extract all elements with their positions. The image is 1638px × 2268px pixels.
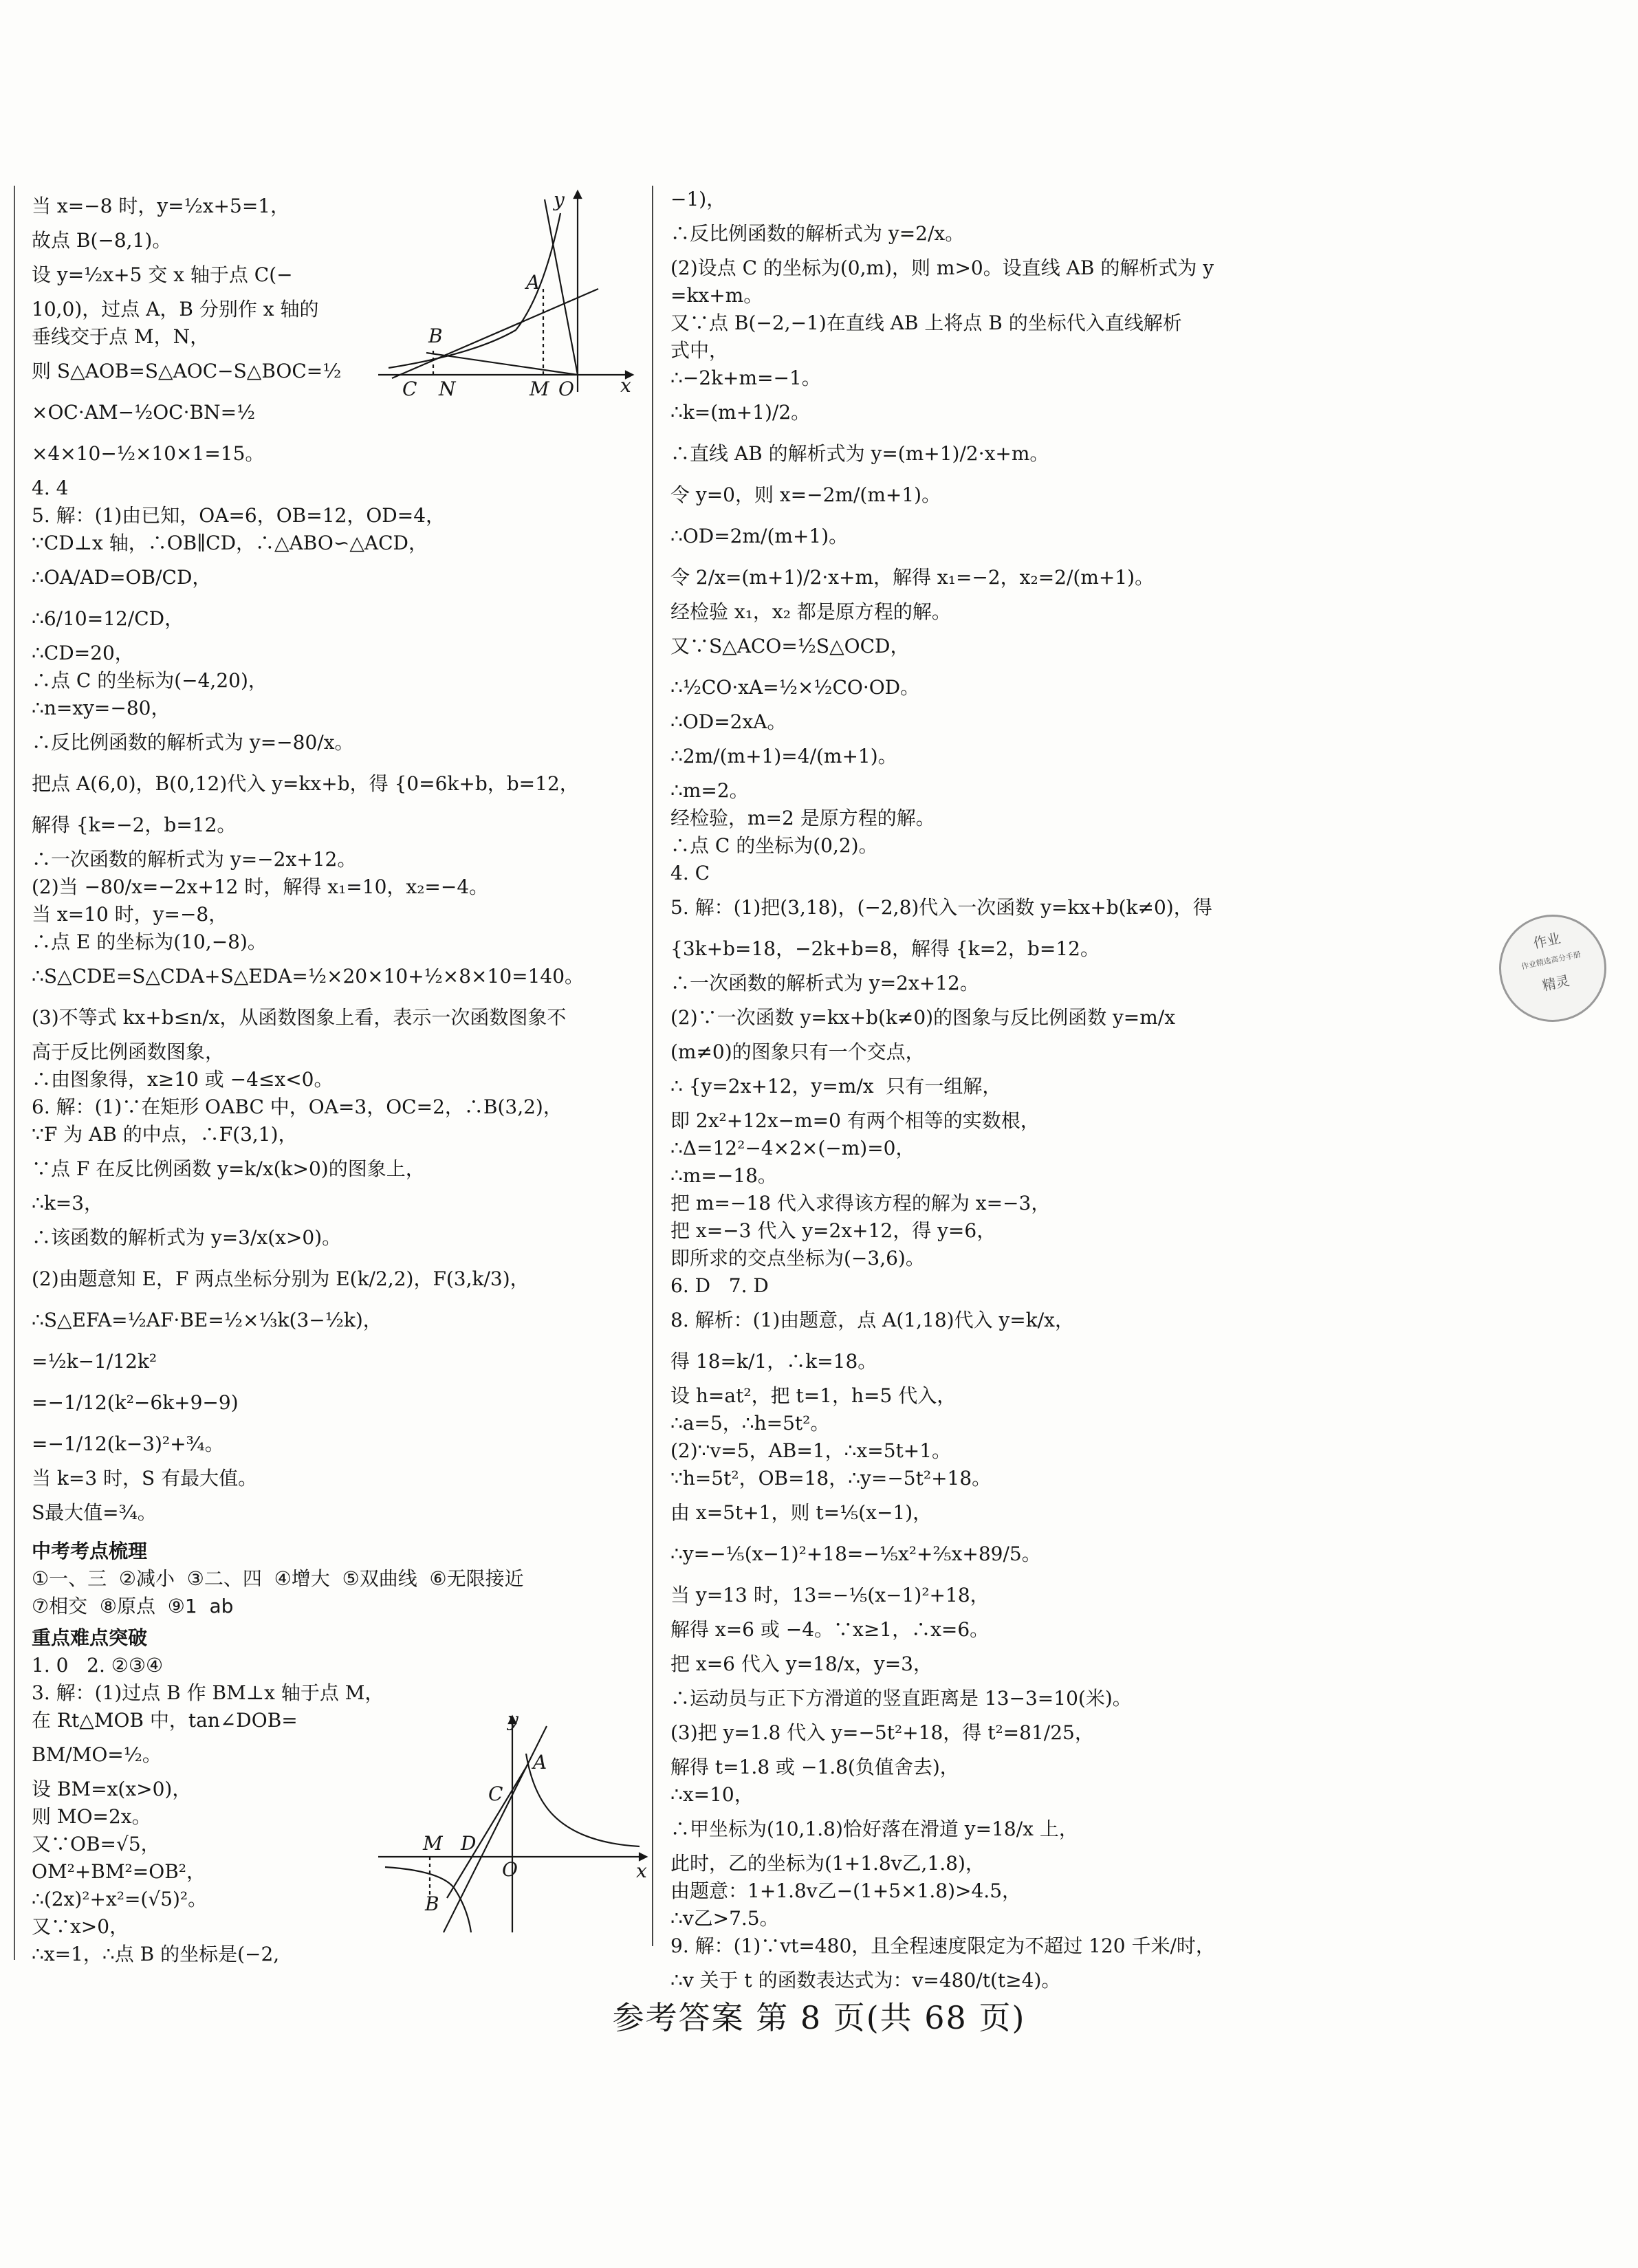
figure-1-label-C: C	[402, 378, 417, 399]
left-column-line: =−1/12(k²−6k+9−9)	[32, 1391, 239, 1414]
right-column-line: ∴v 关于 t 的函数表达式为：v=480/t(t≥4)。	[670, 1969, 1061, 1992]
figure-2-label-C: C	[488, 1782, 503, 1805]
figure-2-label-M: M	[423, 1832, 443, 1855]
key-points-line: OM²+BM²=OB²，	[32, 1860, 206, 1883]
right-column-line: ∴反比例函数的解析式为 y=2/x。	[670, 222, 965, 245]
right-column-line: 把 x=6 代入 y=18/x，y=3，	[670, 1653, 932, 1675]
left-column-line: (3)不等式 kx+b≤n/x，从函数图象上看，表示一次函数图象不	[32, 1006, 567, 1029]
left-column-line: 设 y=½x+5 交 x 轴于点 C(−	[32, 263, 293, 286]
left-column-line: ∴6/10=12/CD，	[32, 607, 184, 630]
figure-2-graph	[371, 1712, 653, 1939]
right-column-line: ∴直线 AB 的解析式为 y=(m+1)/2·x+m。	[670, 442, 1049, 465]
left-column-line: (2)由题意知 E，F 两点坐标分别为 E(k/2,2)，F(3,k/3)，	[32, 1267, 529, 1290]
figure-2-label-O: O	[502, 1858, 518, 1881]
left-column-line: ×OC·AM−½OC·BN=½	[32, 401, 256, 424]
key-points-line: 在 Rt△MOB 中，tan∠DOB=	[32, 1709, 298, 1732]
figure-2-label-A: A	[533, 1751, 547, 1774]
left-column-line: 则 S△AOB=S△AOC−S△BOC=½	[32, 360, 342, 382]
left-column-line: 4. 4	[32, 477, 69, 499]
right-column-line: 把 x=−3 代入 y=2x+12，得 y=6，	[670, 1219, 996, 1242]
right-column-line: 8. 解析：(1)由题意，点 A(1,18)代入 y=k/x，	[670, 1309, 1074, 1331]
right-column-line: 式中，	[670, 339, 729, 362]
left-column-line: 当 x=10 时，y=−8，	[32, 903, 228, 926]
right-column-line: {3k+b=18，−2k+b=8，解得 {k=2，b=12。	[670, 937, 1100, 960]
stamp-middle-text: 作业精选高分手册	[1520, 950, 1582, 972]
left-column-line: ∴点 C 的坐标为(−4,20)，	[32, 669, 267, 692]
left-column-line: ∴OA/AD=OB/CD，	[32, 566, 212, 589]
key-points-line: BM/MO=½。	[32, 1743, 162, 1766]
left-column-line: S最大值=¾。	[32, 1501, 157, 1524]
left-column-line: ∵CD⊥x 轴，∴OB∥CD，∴△ABO∽△ACD，	[32, 532, 428, 554]
review-answer-lines	[32, 1565, 637, 1620]
right-solution-lines	[670, 186, 1365, 2001]
right-column-line: 由题意：1+1.8v乙−(1+5×1.8)>4.5，	[670, 1879, 1022, 1902]
right-column-line: 4. C	[670, 862, 710, 884]
right-column-line: (3)把 y=1.8 代入 y=−5t²+18，得 t²=81/25，	[670, 1721, 1094, 1744]
right-column-line: ∴甲坐标为(10,1.8)恰好落在滑道 y=18/x 上，	[670, 1818, 1078, 1840]
figure-1-label-y: y	[554, 188, 565, 211]
right-column-line: 经检验，m=2 是原方程的解。	[670, 807, 935, 829]
stamp-top-text: 作业	[1531, 930, 1562, 952]
right-column-line: 又∵点 B(−2,−1)在直线 AB 上将点 B 的坐标代入直线解析	[670, 312, 1182, 334]
review-answer-line: ①一、三 ②减小 ③二、四 ④增大 ⑤双曲线 ⑥无限接近	[32, 1567, 524, 1590]
figure-1-label-x: x	[620, 374, 631, 397]
key-points-line: 1. 0 2. ②③④	[32, 1654, 164, 1677]
key-points-line: ∴(2x)²+x²=(√5)²。	[32, 1888, 208, 1910]
section-title-review: 中考考点梳理	[32, 1540, 148, 1562]
left-column-line: 垂线交于点 M，N，	[32, 325, 210, 348]
figure-2-label-x: x	[636, 1860, 647, 1882]
right-column-line: ∴一次函数的解析式为 y=2x+12。	[670, 972, 979, 994]
right-column-line: ∴运动员与正下方滑道的竖直距离是 13−3=10(米)。	[670, 1687, 1132, 1710]
right-column-line: −1)，	[670, 188, 726, 210]
stamp-bottom-text: 精灵	[1540, 972, 1571, 994]
right-column-line: ∴Δ=12²−4×2×(−m)=0，	[670, 1137, 915, 1159]
right-column-line: 解得 x=6 或 −4。∵x≥1，∴x=6。	[670, 1618, 990, 1641]
right-column-line: (2)设点 C 的坐标为(0,m)，则 m>0。设直线 AB 的解析式为 y	[670, 257, 1214, 279]
figure-2-line	[444, 1726, 547, 1932]
key-points-line: ∴x=1，∴点 B 的坐标是(−2,	[32, 1943, 280, 1965]
left-column	[32, 186, 637, 1968]
figure-1-label-O: O	[558, 378, 574, 399]
right-column-line: ∴−2k+m=−1。	[670, 367, 821, 389]
right-column-line: ∴½CO·xA=½×½CO·OD。	[670, 676, 920, 699]
figure-1-graph	[371, 186, 640, 399]
left-column-line: =½k−1/12k²	[32, 1350, 157, 1373]
figure-1-label-N: N	[439, 378, 456, 399]
right-column-line: ∴ {y=2x+12，y=m/x 只有一组解，	[670, 1075, 1002, 1098]
left-column-line: 高于反比例函数图象，	[32, 1040, 225, 1063]
right-column-line: ∴v乙>7.5。	[670, 1907, 779, 1930]
left-column-line: 10,0)，过点 A，B 分别作 x 轴的	[32, 298, 319, 320]
right-column-line: 经检验 x₁，x₂ 都是原方程的解。	[670, 600, 951, 623]
page-footer: 参考答案 第 8 页(共 68 页)	[612, 1999, 1026, 2036]
left-column-line: ∴反比例函数的解析式为 y=−80/x。	[32, 731, 354, 754]
right-column-line: 令 y=0，则 x=−2m/(m+1)。	[670, 483, 941, 506]
left-column-line: ∵F 为 AB 的中点，∴F(3,1)，	[32, 1123, 298, 1146]
left-column-line: ∴由图象得，x≥10 或 −4≤x<0。	[32, 1068, 334, 1091]
right-column-line: 此时，乙的坐标为(1+1.8v乙,1.8)，	[670, 1852, 985, 1875]
left-column-line: 解得 {k=−2，b=12。	[32, 814, 237, 836]
right-column-line: ∴m=2。	[670, 779, 749, 802]
left-column-line: =−1/12(k−3)²+¾。	[32, 1432, 224, 1455]
left-column-line: ∴CD=20，	[32, 642, 134, 664]
section-title-key-points: 重点难点突破	[32, 1626, 148, 1649]
right-column-line: ∴k=(m+1)/2。	[670, 401, 811, 424]
right-column-line: ∴x=10，	[670, 1783, 754, 1806]
right-column-line: ∴OD=2xA。	[670, 710, 787, 733]
right-column-line: =kx+m。	[670, 284, 763, 307]
figure-1-line	[392, 289, 598, 378]
key-points-line: 又∵OB=√5，	[32, 1833, 160, 1855]
right-column-line: 令 2/x=(m+1)/2·x+m，解得 x₁=−2，x₂=2/(m+1)。	[670, 566, 1155, 589]
column-divider	[652, 186, 653, 1946]
left-column-line: 当 k=3 时，S 有最大值。	[32, 1467, 258, 1490]
left-column-line: ∴k=3，	[32, 1192, 104, 1214]
right-column-line: 解得 t=1.8 或 −1.8(负值舍去)，	[670, 1756, 959, 1778]
left-column-line: 故点 B(−8,1)。	[32, 229, 172, 252]
left-column-line: ∴S△CDE=S△CDA+S△EDA=½×20×10+½×8×10=140。	[32, 965, 585, 988]
left-column-line: ∴n=xy=−80，	[32, 697, 171, 719]
left-column-line: ∴S△EFA=½AF·BE=½×⅓k(3−½k)，	[32, 1309, 382, 1331]
right-column-line: 由 x=5t+1，则 t=⅕(x−1)，	[670, 1501, 932, 1524]
left-column-line: 5. 解：(1)由已知，OA=6，OB=12，OD=4，	[32, 504, 446, 527]
stamp-seal	[1489, 904, 1616, 1032]
left-margin-rule	[14, 186, 15, 1960]
left-column-line: (2)当 −80/x=−2x+12 时，解得 x₁=10，x₂=−4。	[32, 875, 489, 898]
figure-1-label-A: A	[526, 271, 540, 294]
left-column-line: ∴点 E 的坐标为(10,−8)。	[32, 930, 267, 953]
left-column-line: 6. 解：(1)∵在矩形 OABC 中，OA=3，OC=2，∴B(3,2)，	[32, 1095, 563, 1118]
figure-1-label-M: M	[529, 378, 549, 399]
figure-2-label-y: y	[507, 1712, 518, 1731]
left-column-line: ∴一次函数的解析式为 y=−2x+12。	[32, 848, 357, 871]
right-column-line: (2)∵v=5，AB=1，∴x=5t+1。	[670, 1439, 952, 1462]
right-column-line: (m≠0)的图象只有一个交点，	[670, 1040, 925, 1063]
right-column-line: ∴2m/(m+1)=4/(m+1)。	[670, 745, 897, 767]
left-column-line: ∵点 F 在反比例函数 y=k/x(k>0)的图象上，	[32, 1157, 425, 1180]
right-column-line: 又∵S△ACO=½S△OCD，	[670, 635, 910, 657]
right-column-line: 即所求的交点坐标为(−3,6)。	[670, 1247, 925, 1269]
right-column-line: 当 y=13 时，13=−⅕(x−1)²+18，	[670, 1584, 990, 1606]
left-column-line: 把点 A(6,0)，B(0,12)代入 y=kx+b，得 {0=6k+b，b=12，	[32, 772, 579, 795]
figure-2-label-B: B	[425, 1893, 439, 1915]
right-column-line: 9. 解：(1)∵vt=480，且全程速度限定为不超过 120 千米/时，	[670, 1934, 1215, 1957]
right-column-line: ∴y=−⅕(x−1)²+18=−⅕x²+⅖x+89/5。	[670, 1542, 1041, 1565]
right-column-line: ∵h=5t²，OB=18，∴y=−5t²+18。	[670, 1467, 992, 1490]
key-points-line: 设 BM=x(x>0)，	[32, 1778, 192, 1800]
right-column-line: (2)∵一次函数 y=kx+b(k≠0)的图象与反比例函数 y=m/x	[670, 1006, 1176, 1029]
right-column-line: ∴点 C 的坐标为(0,2)。	[670, 834, 878, 857]
right-column-line: 设 h=at²，把 t=1，h=5 代入，	[670, 1384, 957, 1407]
right-column-line: ∴m=−18。	[670, 1164, 777, 1187]
right-column-line: 把 m=−18 代入求得该方程的解为 x=−3，	[670, 1192, 1051, 1214]
figure-2-label-D: D	[461, 1832, 477, 1855]
review-answer-line: ⑦相交 ⑧原点 ⑨1 ab	[32, 1595, 234, 1617]
right-column-line: 得 18=k/1，∴k=18。	[670, 1350, 877, 1373]
key-points-line: 3. 解：(1)过点 B 作 BM⊥x 轴于点 M，	[32, 1681, 384, 1704]
right-column-line: 即 2x²+12x−m=0 有两个相等的实数根，	[670, 1109, 1040, 1132]
right-column-line: 6. D 7. D	[670, 1274, 769, 1297]
key-points-line: 则 MO=2x。	[32, 1805, 151, 1828]
left-column-line: ×4×10−½×10×1=15。	[32, 442, 265, 465]
right-column	[670, 186, 1365, 2001]
figure-1-label-B: B	[428, 325, 443, 347]
key-points-line: 又∵x>0，	[32, 1915, 129, 1938]
right-column-line: 5. 解：(1)把(3,18)，(−2,8)代入一次函数 y=kx+b(k≠0)，得	[670, 896, 1212, 919]
left-column-line: ∴该函数的解析式为 y=3/x(x>0)。	[32, 1226, 342, 1249]
right-column-line: ∴OD=2m/(m+1)。	[670, 525, 849, 547]
left-column-line: 当 x=−8 时，y=½x+5=1，	[32, 195, 290, 217]
right-column-line: ∴a=5，∴h=5t²。	[670, 1412, 830, 1435]
